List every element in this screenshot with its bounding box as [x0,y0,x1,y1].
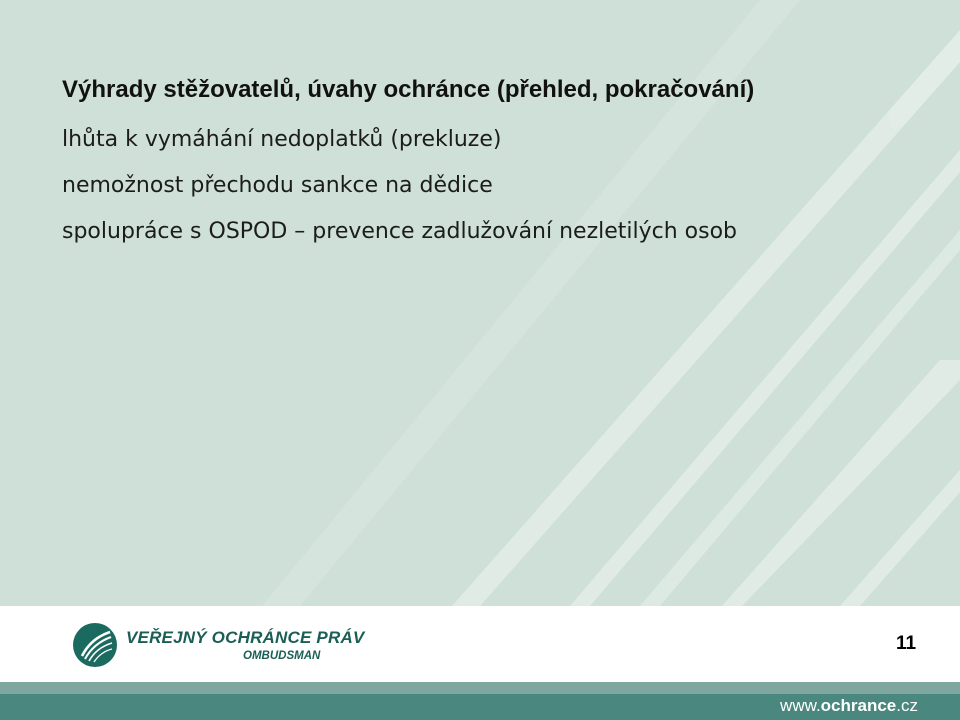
bullet-item: lhůta k vymáhání nedoplatků (prekluze) [62,127,502,152]
ombudsman-logo-icon [72,622,118,668]
website-link[interactable] [780,696,918,716]
organization-name: VEŘEJNÝ OCHRÁNCE PRÁV [126,628,365,647]
footer-bar-light [0,682,960,694]
slide-footer [0,606,960,720]
slide-title: Výhrady stěžovatelů, úvahy ochránce (přehled, pokračování) [62,76,755,103]
bullet-list [62,128,737,266]
organization-subtitle: OMBUDSMAN [243,650,321,662]
page-number: 11 [896,633,917,654]
bullet-item: spolupráce s OSPOD – prevence zadlužování nezletilých osob [62,219,738,244]
website-domain: ochrance [820,696,897,715]
website-prefix: www. [780,696,821,715]
bullet-item: nemožnost přechodu sankce na dědice [62,173,493,198]
website-suffix: .cz [896,696,918,715]
